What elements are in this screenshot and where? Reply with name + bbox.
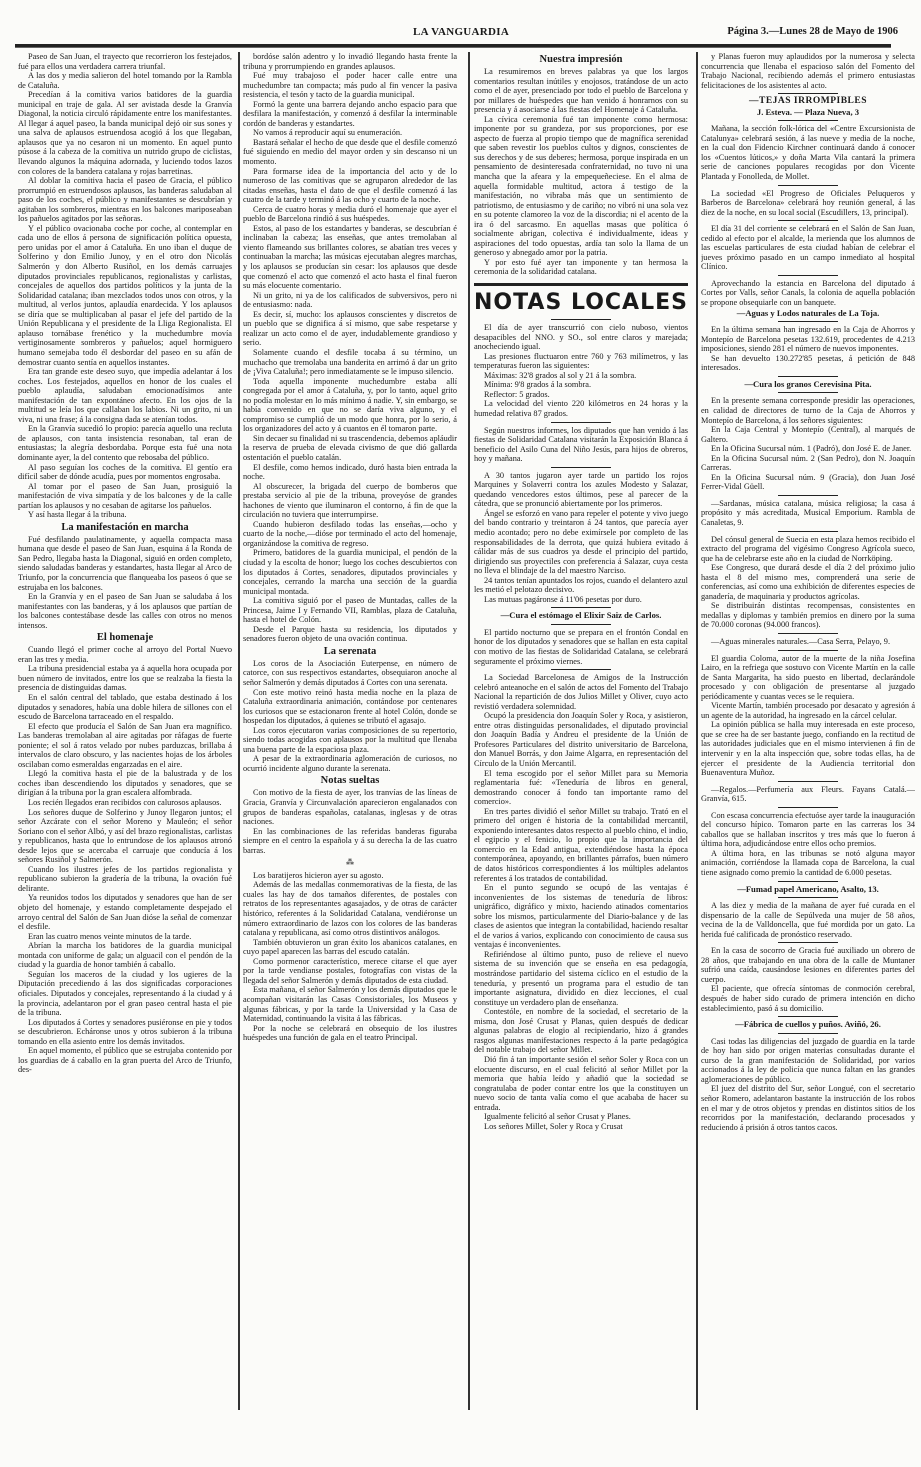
paragraph: El tema escogido por el señor Millet para su Memoria reglamentaria fué: «Teneduría de libros en general, demostrando conocer á fondo tan importante ramo del comercio». bbox=[474, 768, 688, 807]
paragraph: La Sociedad Barcelonesa de Amigos de la Instrucción celebró anteanoche en el salón de actos del Fomento del Trabajo Nacional la repartición de dos Julios Millet y Oliver, cuyo acto revistió verdadera solemnidad. bbox=[474, 673, 688, 711]
paragraph: La opinión pública se halla muy interesada en este proceso, que se cree ha de ser bastante juego, confiando en la rectitud de las autoridades judiciales que en el mismo intervienen á fin de intervenir y en la alta inspección que, sobre todas ellas, ha de ejercer el presidente de la Audiencia territorial don Buenaventura Muñoz. bbox=[701, 720, 915, 778]
paragraph: Se han devuelto 130.272'85 pesetas, á petición de 848 interesados. bbox=[701, 353, 915, 373]
paragraph: A pesar de la extraordinaria aglomeración de curiosos, no ocurrió incidente alguno durante la serenata. bbox=[243, 754, 457, 773]
paragraph: En las combinaciones de las referidas banderas figuraba siempre en el centro la española y á su derecha la de las cuatro barras. bbox=[243, 826, 457, 855]
paragraph: Al obscurecer, la brigada del cuerpo de bomberos que prestaba servicio al pie de la tribuna, proveyóse de grandes hachones de viento que iluminaron el contorno, á fin de que la circulación no tuviera que interrumpirse. bbox=[243, 481, 457, 520]
paragraph: Mínima: 9'8 grados á la sombra. bbox=[484, 380, 592, 390]
paragraph: Se distribuirán distintas recompensas, consistentes en medallas y diplomas y también premios en dinero por la suma de 70.000 coronas (94.000 francos). bbox=[701, 601, 915, 630]
paragraph: En aquel momento, el público que se estrujaba contenido por los guardias de á caballo en la gran puerta del Arco de Triunfo, des- bbox=[18, 1046, 232, 1075]
paragraph: Fué desfilando paulatinamente, y aquella compacta masa humana que desde el paseo de San Juan, esquina á la Ronda de San Pedro, llegaba hasta la Diagonal, siguió en orden completo, siendo saludadas banderas y estandartes, hasta llegar al Arco de Triunfo, por la concurrencia que flanqueaba los paseos ó que se estrujaba en los balcones. bbox=[18, 534, 232, 592]
paragraph: Con este motivo reinó hasta media noche en la plaza de Cataluña extraordinaria animación, contándose por centenares los curiosos que se estacionaron frente al hotel Colón, donde se hospedan los diputados, á quienes se tributó el agasajo. bbox=[243, 687, 457, 726]
separator-rule bbox=[778, 120, 838, 121]
paragraph: Ya reunidos todos los diputados y senadores que han de ser objeto del homenaje, y estando completamente despejado el arroyo central del Salón de San Juan dióse la señal de comenzar el desfile. bbox=[18, 893, 232, 932]
paragraph: y Planas fueron muy aplaudidos por la numerosa y selecta concurrencia que llenaba el espacioso salón del Fomento del Trabajo Nacional, recibiendo además el primero entusiastas felicitaciones de los asistentes al acto. bbox=[701, 52, 915, 90]
paragraph: Era tan grande este deseo suyo, que impedía adelantar á los coches. Los festejados, aquellos en honor de los cuales el pueblo aplaudía, saludaban emocionadísimos ante manifestación de tan expontáneo afecto. En los ojos de la multitud se leía los que callaban los labios. Ni un grito, ni un viva, ni una frase; á la consigna dada se atenían todos. bbox=[18, 367, 232, 424]
separator-rule bbox=[778, 531, 838, 532]
paragraph: Cuando llegó el primer coche al arroyo del Portal Nuevo eran las tres y media. bbox=[18, 645, 232, 664]
newspaper-title: LA VANGUARDIA bbox=[413, 26, 510, 38]
paragraph: La resumiremos en breves palabras ya que los largos comentarios resultan inútiles y enojosos, tratándose de un acto como el de ayer, presenciado por todo el pueblo de Barcelona y por millares de huéspedes que han venido á honrarnos con su presencia y á asociarse á las fiestas del Homenaje á Cataluña. bbox=[474, 67, 688, 115]
paragraph: Aprovechando la estancia en Barcelona del diputado á Cortes por Valls, señor Canals, la colonia de aquella población se propone obsequiarle con un banquete. bbox=[701, 278, 915, 308]
paragraph: La tribuna presidencial estaba ya á aquella hora ocupada por buen número de invitados, entre los que se realzaba la fiesta la presencia de distinguidas damas. bbox=[18, 664, 232, 693]
paragraph: Al tomar por el paseo de San Juan, prosiguió la manifestación de viva simpatía y de los balcones y de la calle partían los aplausos y no cesaban de agitarse los pañuelos. bbox=[18, 481, 232, 510]
paragraph: Estos, al paso de los estandartes y banderas, se descubrían é inclinaban la cabeza; las enseñas, que antes tremolaban al viento flameando sus brillantes colores, se abatían tres veces y continuaban la marcha; las músicas ejecutaban alegres marchas, y los aplausos se producían sin cesar: los aplausos que desde que comenzó el acto que comenzó el acto hasta el final fueron su más elocuente comentario. bbox=[243, 223, 457, 291]
paragraph: Abrían la marcha los batidores de la guardia municipal montada con uniforme de gala; un alguacil con el pendón de la ciudad y la guardia de honor también á caballo. bbox=[18, 941, 232, 970]
paragraph: El desfile, como hemos indicado, duró hasta bien entrada la noche. bbox=[243, 462, 457, 482]
separator-rule bbox=[778, 633, 838, 634]
column-divider bbox=[238, 52, 240, 1410]
separator-rule bbox=[778, 1033, 838, 1034]
paragraph: En la Caja Central y Montepío (Central), al marqués de Galtero. bbox=[701, 425, 915, 444]
paragraph: En el punto segundo se ocupó de las ventajas é inconvenientes de los sistemas de teneduría de libros: unigráfico, digráfico y mixto, haciendo atinados comentarios sobre los mismos, particularmente del Diario-balance y de las clases de asientos que integran la contabilidad, haciendo resaltar el de varios á varios, explicando con conocimiento de causa sus ventajas é inconvenientes. bbox=[474, 883, 688, 950]
paragraph: Los coros de la Asociación Euterpense, en número de catorce, con sus respectivos estandartes, obsequiaron anoche al señor Salmerón y demás diputados á Cortes con una serenata. bbox=[243, 658, 457, 687]
separator-rule bbox=[551, 669, 611, 670]
paragraph: Mañana, la sección folk-lórica del «Centre Excursionista de Catalunya» celebrará sesión, á las nueve y media de la noche, en la cual don Fidencio Kirchner continuará dando á conocer los «Cuentos lúticos,» y doña Marta Vila cantará la primera serie de canciones populares recogidas por don Vicente Plantada y Fonolleda, de Mollet. bbox=[701, 124, 915, 182]
column-3 bbox=[474, 52, 688, 1412]
paragraph: También obtuvieron un gran éxito los abanicos catalanes, en cuyo papel aparecen las barras del escudo catalán. bbox=[243, 937, 457, 957]
section-heading: La manifestación en marcha bbox=[61, 521, 189, 533]
separator-rule bbox=[551, 467, 611, 468]
separator-rule bbox=[778, 1016, 838, 1017]
paragraph: El efecto que producía el Salón de San Juan era magnífico. Las banderas tremolaban al aire agitadas por ráfagas de fuerte poniente; el sol á ratos velado por nubes parduzcas, brillaba á intervalos de claro obscuro, y las nacientes hojas de los árboles oscilaban como esmeraldas engarzadas en el aire. bbox=[18, 721, 232, 769]
paragraph: La cívica ceremonia fué tan imponente como hermosa: imponente por su grandeza, por sus proporciones, por ese aspecto de fuerza al propio tiempo que de magnífica serenidad que saben revestir los pueblos cultos y dignos, conscientes de sus derechos y de sus deberes; hermosa, porque inspirada en un pensamiento de desinteresada confraternidad, no tuvo ni una mancha que la afeara y la empequeñeciese. En el alma de aquella formidable multitud, actora á testigo de la manifestación, no vibraba más que un sentimiento de patriotismo, de entusiasmo y de cariño; no vibró ni una sola vez en su potente clamoreo la voz de la discordia; ni el acento de la ira ó del sarcasmo. En aquellas masas que política ó socialmente abrigan, colectiva é individualmente, ideas y aspiraciones del todo opuestas, ardía tan solo la llama de un generoso y abnegado amor por la patria. bbox=[474, 114, 688, 258]
section-banner: NOTAS LOCALES bbox=[474, 283, 688, 316]
paragraph: Desde el Parque hasta su residencia, los diputados y senadores fueron objeto de una ovación continua. bbox=[243, 624, 457, 644]
separator-rule bbox=[778, 93, 838, 94]
paragraph: Esta mañana, el señor Salmerón y los demás diputados que le acompañan visitarán las Casas Consistoriales, los Museos y algunas fábricas, y por la tarde la Universidad y la Casa de Maternidad, continuando la visita á las fábricas. bbox=[243, 985, 457, 1024]
paragraph: Los recién llegados eran recibidos con calurosos aplausos. bbox=[28, 798, 222, 808]
paragraph: Según nuestros informes, los diputados que han venido á las fiestas de Solidaridad Catalana visitarán la Exposición Blanca á beneficio del Asilo Cuna del Niño Jesús, para hijos de obreros, hoy y mañana. bbox=[474, 425, 688, 464]
separator-rule bbox=[778, 275, 838, 276]
paragraph: A última hora, en las tribunas se notó alguna mayor animación, corriéndose la llamada copa de Barcelona, la cual tiene asignado como premio la cantidad de 6.000 pesetas. bbox=[701, 848, 915, 878]
paragraph: Como pormenor característico, merece citarse el que ayer por la tarde vendianse postales, fotografías con vistas de la llegada del señor Salmerón y demás diputados de esta ciudad. bbox=[243, 956, 457, 985]
paragraph: Es decir, sí, mucho: los aplausos conscientes y discretos de un pueblo que se dignifica á sí mismo, que sabe respetarse y realizar un acto como el de ayer, indudablemente grandioso y serio. bbox=[243, 309, 457, 348]
advertisement: —Fábrica de cuellos y puños. Aviñó, 26. bbox=[735, 1019, 881, 1030]
separator-rule bbox=[551, 422, 611, 423]
separator-rule bbox=[778, 321, 838, 322]
column-divider bbox=[468, 52, 470, 1410]
separator-rule bbox=[778, 392, 838, 393]
separator-rule bbox=[778, 376, 838, 377]
paragraph: Del cónsul general de Suecia en esta plaza hemos recibido el extracto del programa del vigésimo Congreso Agrícola sueco, que ha de celebrarse este año en la ciudad de Norrköping. bbox=[701, 534, 915, 563]
paragraph: Las mutuas pagáronse á 11'06 pesetas por duro. bbox=[484, 594, 642, 604]
paragraph: A 30 tantos jugaron ayer tarde un partido los rojos Marquines y Solaverri contra los azules Modesto y Salazar, quedando vencedores estos últimos, pese al parecer de la cátedra, que se pronunció abiertamente por los primeros. bbox=[474, 470, 688, 509]
paragraph: Fué muy trabajoso el poder hacer calle entre una muchedumbre tan compacta; más pudo al fin vencer la pasiva resistencia, el tesón y tacto de la guardia municipal. bbox=[243, 71, 457, 100]
masthead bbox=[18, 22, 898, 42]
separator-rule bbox=[778, 650, 838, 651]
paragraph: Casi todas las diligencias del juzgado de guardia en la tarde de hoy han sido por origen materias consultadas durante el curso de la gran manifestación de Solidaridad, por varios accionados á la ley de policía que nunca faltan en las grandes aglomeraciones de público. bbox=[701, 1036, 915, 1084]
asterism-ornament: ⁂ bbox=[346, 858, 354, 868]
paragraph: Con escasa concurrencia efectuóse ayer tarde la inauguración del concurso hípico. Tomaron parte en las carreras los 34 caballos que se hallaban inscritos y tres más que lo fueron á última hora, adjudicándose entre ellos ocho premios. bbox=[701, 810, 915, 849]
page-date: Página 3.—Lunes 28 de Mayo de 1906 bbox=[727, 26, 898, 37]
paragraph: bordóse salón adentro y lo invadió llegando hasta frente la tribuna y prorrumpiendo en grandes aplausos. bbox=[243, 52, 457, 71]
advertisement: —Regalos.—Perfumería aux Fleurs. Fayans Catalá.—Granvía, 615. bbox=[701, 784, 915, 804]
paragraph: Ni un grito, ni ya de los calificados de subversivos, pero ni de entusiasmo: nada. bbox=[243, 290, 457, 310]
paragraph: Cuando los ilustres jefes de los partidos regionalista y republicano subieron la gradería de la tribuna, la ovación fué delirante. bbox=[18, 864, 232, 893]
paragraph: En la casa de socorro de Gracia fué auxiliado un obrero de 28 años, que trabajando en una obra de la calle de Muntaner sufrió una caída, causándose lesiones en diferentes partes del cuerpo. bbox=[701, 946, 915, 984]
section-heading: El homenaje bbox=[96, 632, 154, 644]
paragraph: Contestóle, en nombre de la sociedad, el secretario de la misma, don José Crusat y Planas, quien después de dedicar algunas palabras de elogio al recipiendario, hizo á grandes rasgos algunas manifestaciones respecto á la parte pedagógica del notable trabajo del señor Millet. bbox=[474, 1007, 688, 1055]
paragraph: El día de ayer transcurrió con cielo nuboso, vientos desapacibles del NNO. y SO., sol entre claros y marejada; anocheciendo igual. bbox=[474, 323, 688, 352]
paragraph: Por la noche se celebrará en obsequio de los ilustres huéspedes una función de gala en el teatro Principal. bbox=[243, 1023, 457, 1043]
paragraph: Precedían á la comitiva varios batidores de la guardia municipal en traje de gala. Al ser avistada desde la Granvía Diagonal, la noticia circuló rápidamente entre los manifestantes. Al llegar á aquel paseo, la banda municipal dejó oir sus sones y una salva de aplausos estruendosa acogió á los que llegaban, aplausos que ya no cesaron ni un momento. En aquel punto púsose á la cabeza de la comitiva un nutrido grupo de ciclistas, llevando algunos la máquina adornada, y luciendo todos lazos con colores de la bandera catalana y rojas barretinas. bbox=[18, 90, 232, 176]
separator-rule bbox=[778, 220, 838, 221]
paragraph: Paseo de San Juan, el trayecto que recorrieron los festejados, fué para ellos una verdadera carrera triunfal. bbox=[18, 52, 232, 71]
section-heading: Nuestra impresión bbox=[539, 54, 623, 65]
paragraph: Ocupó la presidencia don Joaquín Soler y Roca, y asistieron, entre otras distinguidas personalidades, el diputado provincial don Joaquín Badía y Andreu el presidente de la Unión de Profesores Particulares del distrito universitario de Barcelona, don Manuel Borrás, y don Jaime Algarra, en representación del Círculo de la Unión Mercantil. bbox=[474, 711, 688, 768]
paragraph: Bastará señalar el hecho de que desde que el desfile comenzó fué siguiendo en medio del mayor orden y sin descanso ni un momento. bbox=[243, 137, 457, 167]
separator-rule bbox=[778, 897, 838, 898]
paragraph: Los diputados á Cortes y senadores pusiéronse en pie y todos se descubrieron. Echáronse unos y otros subieron á la tribuna tomando en ella asiento entre los demás invitados. bbox=[18, 1017, 232, 1046]
paragraph: Los señores Millet, Soler y Roca y Crusat bbox=[484, 1121, 623, 1131]
paragraph: Máximas: 32'8 grados al sol y 21 á la sombra. bbox=[484, 370, 637, 380]
paragraph: Además de las medallas conmemorativas de la fiesta, de las cuales las hay de dos tamaños diferentes, de postales con retratos de los representantes agasajados, y de otras de carácter histórico, referentes á la Solidaridad Catalana, vendiéronse un número extraordinario de lazos con los colores de las banderas catalana y republicana, así como otros distintivos análogos. bbox=[243, 880, 457, 938]
paragraph: El guardia Coloma, autor de la muerte de la niña Josefina Lairo, en la refriega que sostuvo con Vicente Martín en la calle de Santa Margarita, ha sido puesto en libertad, declarándole procesado y con obligación de presentarse al juzgado periódicamente y cuantas veces se le requiera. bbox=[701, 653, 915, 701]
paragraph: En la Oficina Sucursal núm. 1 (Padró), don José E. de Janer. bbox=[711, 444, 912, 454]
paragraph: El día 31 del corriente se celebrará en el Salón de San Juan, cedido al efecto por el alcalde, la merienda que los alumnos de las escuelas particulares de esta ciudad habían de celebrar el jueves próximo pasado en un campo inmediato al hospital Clínico. bbox=[701, 224, 915, 272]
paragraph: Seguían los maceros de la ciudad y los ugieres de la Diputación precediendo á las dos significadas corporaciones oficiales. Diputados y concejales, representando á la ciudad y á la provincia, adelantaron por el gran paseo central hasta el pie de la tribuna. bbox=[18, 969, 232, 1018]
separator-rule bbox=[778, 807, 838, 808]
paragraph: Al paso seguían los coches de la comitiva. El gentío era difícil saber de dónde acudía, pues por momentos engrosaba. bbox=[18, 462, 232, 482]
paragraph: Al doblar la comitiva hacia el paseo de Gracia, el público prorrumpió en estruendosos aplausos, las banderas saludaban al paso de los coches, el público y manifestantes se descubrían y agitaban los sombreros, mientras en los balcones mariposeaban los pañuelos agitados por las señoras. bbox=[18, 176, 232, 224]
paragraph: Los coros ejecutaron varias composiciones de su repertorio, siendo todas acogidas con aplausos por la multitud que llenaba una buena parte de la espaciosa plaza. bbox=[243, 725, 457, 754]
paragraph: El juez del distrito del Sur, señor Longué, con el secretario señor Romero, adelantaron bastante la instrucción de los robos en el mar y de otros objetos y prendas en distintos sitios de los recorridos por la manifestación, declarando procesados y reduciendo á prisión á otros tantos cacos. bbox=[701, 1084, 915, 1132]
paragraph: Vicente Martín, también procesado por desacato y agresión á un agente de la autoridad, ha ingresado en la cárcel celular. bbox=[701, 701, 915, 720]
advertisement: —Aguas minerales naturales.—Casa Serra, Pelayo, 9. bbox=[711, 636, 891, 646]
paragraph: En el salón central del tablado, que estaba destinado á los diputados y senadores, había una doble hilera de sillones con el escudo de Barcelona tarraceado en el respaldo. bbox=[18, 693, 232, 722]
paragraph: En tres partes dividió el señor Millet su trabajo. Trató en el primero del origen é historia de la contabilidad mercantil, exponiendo interesantes datos respecto al pueblo chino, el indio, el egipcio y el fenicio, lo propio que la importancia del comercio en la Edad antigua, extendiéndose hasta la época contemporánea, apoyando, en brillantes párrafos, buen número de datos históricos correspondientes á los múltiples adelantos referentes á los tratados de contabilidad. bbox=[474, 806, 688, 883]
paragraph: Formó la gente una barrera dejando ancho espacio para que desfilara la manifestación, y comenzó á desfilar la interminable cordón de banderas y estandartes. bbox=[243, 99, 457, 128]
advertisement: —Sardanas, música catalana, música religiosa; la casa á propósito y más acreditada, Musical Emporium. Rambla de Canaletas, 9. bbox=[701, 498, 915, 527]
column-2 bbox=[243, 52, 457, 1412]
paragraph: En la Oficina Sucursal núm. 9 (Gracia), don Juan José Ferrer-Vidal Güell. bbox=[701, 472, 915, 492]
paragraph: La sociedad «El Progreso de Oficiales Peluqueros y Barberos de Barcelona» celebrará hoy reunión general, á las diez de la noche, en su local social (Escudillers, 13, principal). bbox=[701, 188, 915, 217]
paragraph: Solamente cuando el desfile tocaba á su término, un muchacho que tremolaba una banderita en arrimó á dar un grito de ¡Viva Cataluña!; pero inmediatamente se le impuso silencio. bbox=[243, 347, 457, 377]
separator-rule bbox=[778, 942, 838, 943]
paragraph: Los señores duque de Solferino y Junoy llegaron juntos; el señor Azcárate con el señor Moreno y Mauleón; el señor Soriano con el señor Albó, y así del brazo regionalistas, carlistas y republicanos, hasta que lo entrundose de los aplausos atronó desde lejos que se acercaba el carruaje que conducía á los señores Rusiñol y Salmerón. bbox=[18, 807, 232, 865]
advertisement: —Cura el estómago el Elixir Saiz de Carlos. bbox=[500, 610, 662, 621]
paragraph: Cerca de cuatro horas y media duró el homenaje que ayer el pueblo de Barcelona rindió á sus huéspedes. bbox=[243, 204, 457, 224]
paragraph: 24 tantos tenían apuntados los rojos, cuando el delantero azul les metió el pelotazo decisivo. bbox=[474, 575, 688, 595]
paragraph: Y por esto fué ayer tan imponente y tan hermosa la ceremonia de la solidaridad catalana. bbox=[474, 257, 688, 277]
paragraph: Las presiones fluctuaron entre 760 y 763 milímetros, y las temperaturas fueron las siguientes: bbox=[474, 351, 688, 371]
paragraph: Ángel se esforzó en vano para repeler el potente y vivo juego del bando contrario y treintaron á 24 tantos, que parecía ayer medio acontado; pero no debe eximírsele por completo de las responsabilidades de la derrota, que quizá hubiera evitado á cálidar más de sus cuadros ya desde el principio del partido, dirigiendo sus proyectiles con preferencia á Salazar, cuya cesta no lleva el blindaje de la del maestro Narciso. bbox=[474, 508, 688, 576]
advertisement: —Aguas y Lodos naturales de La Toja. bbox=[736, 307, 880, 318]
separator-rule bbox=[778, 881, 838, 882]
paragraph: En la última semana han ingresado en la Caja de Ahorros y Montepío de Barcelona pesetas 132.619, procedentes de 4.213 imposiciones, siendo 281 el número de nuevos imponentes. bbox=[701, 325, 915, 354]
advertisement: —Fumad papel Americano, Asalto, 13. bbox=[737, 883, 879, 894]
paragraph: Y así hasta llegar á la tribuna. bbox=[28, 510, 127, 520]
paragraph: Eran las cuatro menos veinte minutos de la tarde. bbox=[28, 931, 192, 941]
advertisement-title: —TEJAS IRROMPIBLES bbox=[748, 96, 867, 107]
paragraph: Los baratijeros hicieron ayer su agosto. bbox=[253, 870, 384, 880]
paragraph: En la Oficina Sucursal núm. 2 (San Pedro), don N. Joaquín Carreras. bbox=[701, 453, 915, 473]
paragraph: Para formarse idea de la importancia del acto y de lo numeroso de las comitivas que se agruparon alrededor de las citadas enseñas, hasta el dato de que el desfile comenzó á las cuatro de la tarde y terminó á las ocho y cuarto de la noche. bbox=[243, 166, 457, 205]
paragraph: Igualmente felicitó al señor Crusat y Planes. bbox=[484, 1112, 631, 1122]
advertisement: —Cura los granos Cerevisina Pita. bbox=[744, 378, 872, 389]
paragraph: En la Granvía y en el paseo de San Juan se saludaba á los manifestantes con las banderas, y á los aplausos que partían de los balcones contestábase desde las calles con otros no menos intensos. bbox=[18, 592, 232, 630]
paragraph: Ese Congreso, que durará desde el día 2 del próximo julio hasta el 8 del mismo mes, comprenderá una serie de conferencias, así como una exhibición de diferentes especies de ganadería, de maquinaria y productos agrícolas. bbox=[701, 563, 915, 601]
section-heading: Notas sueltas bbox=[320, 775, 380, 787]
section-heading: La serenata bbox=[323, 645, 377, 657]
paragraph: No vamos á reproducir aquí su enumeración. bbox=[253, 128, 403, 138]
separator-rule bbox=[551, 607, 611, 608]
paragraph: La velocidad del viento 220 kilómetros en 24 horas y la humedad relativa 87 grados. bbox=[474, 399, 688, 418]
separator-rule bbox=[778, 185, 838, 186]
paragraph: El paciente, que ofrecía síntomas de conmoción cerebral, después de haber sido curado de primera intención en dicho establecimiento, pasó á su domicilio. bbox=[701, 984, 915, 1013]
paragraph: El partido nocturno que se prepara en el frontón Condal en honor de los diputados y senadores que se hallan en esta capital con motivo de las fiestas de Solidaridad Catalana, se celebrará seguramente el próximo viernes. bbox=[474, 627, 688, 666]
paragraph: Primero, batidores de la guardia municipal, el pendón de la ciudad y la escolta de honor; luego los coches descubiertos con los diputados á Cortes, senadores, diputados provinciales y concejales, cerrando la marcha una sección de la guardia municipal montada. bbox=[243, 548, 457, 596]
paragraph: Cuando hubieron desfilado todas las enseñas,—ocho y cuarto de la noche,—dióse por terminado el acto del homenaje, organizándose la comitiva de regreso. bbox=[243, 519, 457, 548]
separator-rule bbox=[551, 624, 611, 625]
advertisement-address: J. Esteva. — Plaza Nueva, 3 bbox=[756, 106, 860, 117]
separator-rule bbox=[778, 781, 838, 782]
column-1 bbox=[18, 52, 232, 1412]
paragraph: En la presente semana corresponde presidir las operaciones, en calidad de directores de turno de la Caja de Ahorros y Montepío de Barcelona, á los señores siguientes: bbox=[701, 396, 915, 425]
paragraph: Con motivo de la fiesta de ayer, los tranvías de las líneas de Gracia, Granvía y Circunvalación aparecieron engalanados con grupos de banderas españolas, catalanas, inglesas y de otras naciones. bbox=[243, 788, 457, 827]
paragraph: Sin decaer su finalidad ni su trascendencia, debemos apláudir la reserva de prueba de elevada civismo de que dió gallarda ostentación el pueblo catalán. bbox=[243, 433, 457, 462]
paragraph: La comitiva siguió por el paseo de Muntadas, calles de la Princesa, Jaime I y Fernando VII, Ramblas, plaza de Cataluña, hasta el hotel de Colón. bbox=[243, 596, 457, 625]
paragraph: Dió fin á tan importante sesión el señor Soler y Roca con un elocuente discurso, en el cual felicitó al señor Millet por la memoria que había leído y añadió que la sociedad se congratulaba de poder contar entre los que la constituyen un nuevo socio de tanta valía como el que acababa de hacer su entrada. bbox=[474, 1054, 688, 1112]
paragraph: Toda aquella imponente muchedumbre estaba allí congregada por el amor á Cataluña, y, por lo tanto, aquel grito no podía molestar en lo más mínimo á nadie. Y, sin embargo, se había convenido en que no se daría viva alguno, y el compromiso se cumplió de un modo que honra, por lo serio, á los organizadores del acto y á cuantos en él tomaron parte. bbox=[243, 376, 457, 434]
paragraph: A las dos y media salieron del hotel tomando por la Rambla de Cataluña. bbox=[18, 71, 232, 90]
paragraph: Y el público ovacionaba coche por coche, al contemplar en cada uno de ellos á persona de significación política opuesta, pero unidas por el amor á Cataluña. En uno iban el duque de Solferino y don Emilio Junoy, y en el otro don Nicolás Salmerón y don Alberto Rusiñol, en los demás carruajes diputados provinciales republicanos, regionalistas y carlistas, concejales de aquellos dos partidos políticos y la junta de la Solidaridad catalana; iban mezclados todos unos con otros, y la multitud, al verlos juntos, aplaudía enardecida. Y los aplausos se diría que se multiplicaban al pasar el jefe del partido de la Unión Republicana y el presidente de la Lliga Regionalista. El aplauso tornábase frenético y la muchedumbre movía vertiginosamente sombreros y pañuelos; aquel hormiguero humano semejaba todo él desbordar del paseo en su afán de demostrar cuanto sentía en aquellos instantes. bbox=[18, 223, 232, 367]
paragraph: Reflector: 5 grados. bbox=[484, 389, 550, 399]
separator-rule bbox=[551, 319, 611, 320]
paragraph: Refiriéndose al último punto, puso de relieve el nuevo sistema de su invención que se enseña en esa pedagogía, mostrándose partidario del sistema cíclico en el estudio de la teneduría, y presentó un programa para el estudio de tan importante asignatura, dividido en diez lecciones, el cual constituye un verdadero plan de enseñanza. bbox=[474, 949, 688, 1007]
paragraph: En la Granvía sucedió lo propio: parecía aquello una recluta de aplausos, con tanta insistencia resonaban, tal eran de entusiastas; la alegría desbordaba. Porque esta fué una nota dominante ayer, la del contento que rebosaba del público. bbox=[18, 424, 232, 462]
separator-rule bbox=[778, 495, 838, 496]
paragraph: Llegó la comitiva hasta el pie de la balustrada y de los coches iban descendiendo los diputados y senadores, que se dirigían á la tribuna por la gran escalera alfombrada. bbox=[18, 769, 232, 798]
column-divider bbox=[696, 52, 698, 1410]
paragraph: A las diez y media de la mañana de ayer fué curada en el dispensario de la calle de Sepúlveda una mujer de 58 años, vecina de la de Valldoncella, que fué mordida por un gato. La herida fué calificada de pronóstico reservado. bbox=[701, 901, 915, 939]
column-4 bbox=[701, 52, 915, 1412]
masthead-rule bbox=[15, 44, 891, 48]
